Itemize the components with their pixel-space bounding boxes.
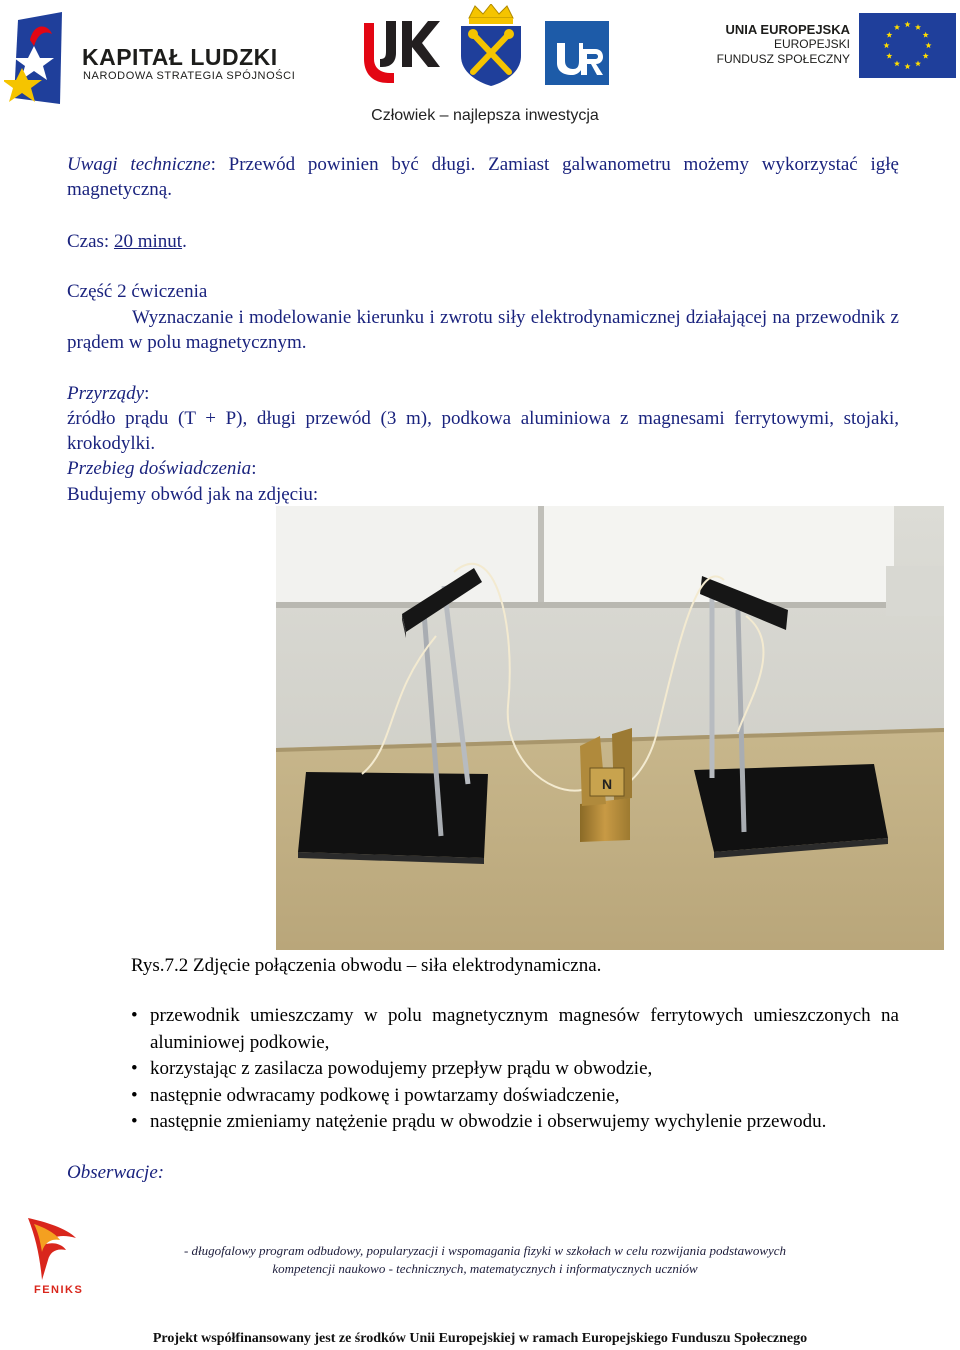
- header-motto: Człowiek – najlepsza inwestycja: [371, 107, 599, 124]
- kapital-ludzki-subtitle: NARODOWA STRATEGIA SPÓJNOŚCI: [83, 70, 296, 82]
- technical-notes-paragraph: [67, 152, 899, 202]
- eu-fund-text: [716, 22, 850, 67]
- instruments-heading: [67, 381, 899, 406]
- instruments-label: Przyrządy: [67, 383, 145, 404]
- procedure-colon: :: [251, 458, 257, 479]
- eu-flag-icon: [859, 13, 956, 78]
- observations-label: Obserwacje: [67, 1162, 158, 1183]
- circuit-photo: [276, 506, 944, 950]
- kapital-ludzki-logo-icon: [4, 12, 80, 106]
- procedure-heading: [67, 456, 899, 481]
- feniks-label: FENIKS: [34, 1284, 84, 1296]
- time-label: Czas:: [67, 231, 114, 252]
- magnet-label: N: [601, 776, 613, 792]
- procedure-steps: [131, 1003, 899, 1136]
- observations-heading: [67, 1160, 164, 1185]
- eu-social-fund-label: FUNDUSZ SPOŁECZNY: [716, 52, 850, 66]
- part-title: Część 2 ćwiczenia: [67, 281, 208, 302]
- instruments-colon: :: [144, 383, 150, 404]
- eu-european-label: EUROPEJSKI: [773, 37, 850, 51]
- technical-notes-label: Uwagi techniczne: [67, 154, 211, 175]
- program-line-1: - długofalowy program odbudowy, popularyzacji i wspomagania fizyki w szkołach w celu rozwijania podstawowych: [183, 1243, 787, 1258]
- procedure-label: Przebieg doświadczenia: [67, 458, 252, 479]
- program-description: [140, 1242, 830, 1278]
- procedure-text: Budujemy obwód jak na zdjęciu:: [67, 484, 319, 505]
- kapital-ludzki-title: KAPITAŁ LUDZKI: [82, 44, 278, 70]
- time-line: [67, 229, 899, 254]
- feniks-logo-icon: [26, 1218, 78, 1282]
- list-item: • następnie odwracamy podkowę i powtarzamy doświadczenie,: [131, 1083, 899, 1110]
- ujk-logo-icon: [358, 19, 442, 85]
- program-line-2: kompetencji naukowo - technicznych, matematycznych i informatycznych uczniów: [272, 1261, 698, 1276]
- figure-caption: Rys.7.2 Zdjęcie połączenia obwodu – siła elektrodynamiczna.: [131, 955, 602, 976]
- eu-union-label: UNIA EUROPEJSKA: [725, 22, 850, 37]
- list-item: • korzystając z zasilacza powodujemy przepływ prądu w obwodzie,: [131, 1056, 899, 1083]
- instruments-text: źródło prądu (T + P), długi przewód (3 m), podkowa aluminiowa z magnesami ferrytowymi, stojaki, krokodylki.: [67, 408, 899, 454]
- observations-colon: :: [157, 1162, 165, 1183]
- list-item: • następnie zmieniamy natężenie prądu w obwodzie i obserwujemy wychylenie przewodu.: [131, 1109, 899, 1136]
- ur-logo-icon: [545, 21, 609, 85]
- project-funding-note: Projekt współfinansowany jest ze środków Unii Europejskiej w ramach Europejskiego Funduszu Społecznego: [152, 1331, 808, 1346]
- list-item: • przewodnik umieszczamy w polu magnetycznym magnesów ferrytowych umieszczonych na aluminiowej podkowie,: [131, 1003, 899, 1056]
- part-description: Wyznaczanie i modelowanie kierunku i zwrotu siły elektrodynamicznej działającej na przewodnik z prądem w polu magnetycznym.: [67, 307, 899, 353]
- time-value: 20 minut: [113, 231, 183, 252]
- time-end: .: [182, 231, 187, 252]
- university-crest-icon: [459, 4, 523, 86]
- technical-notes-text: : Przewód powinien być długi. Zamiast galwanometru możemy wykorzystać igłę magnetyczną.: [67, 154, 899, 200]
